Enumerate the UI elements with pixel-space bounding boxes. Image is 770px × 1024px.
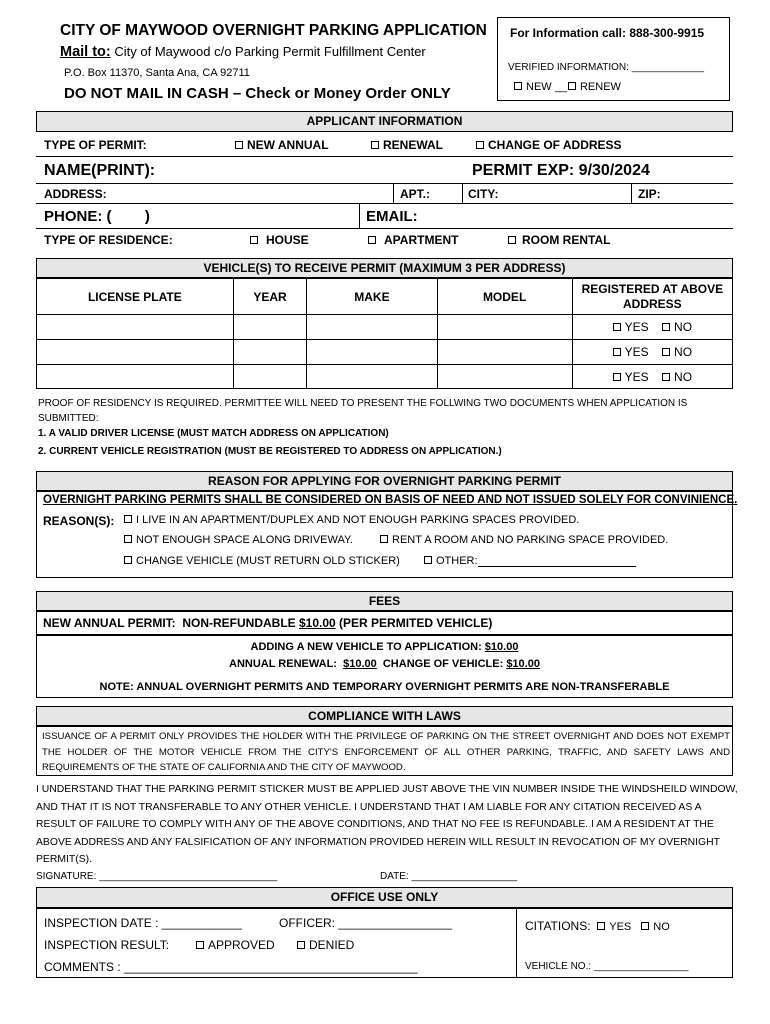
email-label: EMAIL: [366,208,418,225]
office-heading-bar [36,887,733,908]
apt-label: APT.: [400,187,430,201]
reason-option-5[interactable]: OTHER: [424,555,636,567]
proof-item-2: 2. CURRENT VEHICLE REGISTRATION (MUST BE REGISTERED TO ADDRESS ON APPLICATION.) [38,446,502,457]
mail-to-text: City of Maywood c/o Parking Permit Fulfillment Center [114,44,426,59]
approved-option[interactable]: APPROVED [196,938,275,952]
zip-label: ZIP: [638,187,661,201]
citations: CITATIONS: YES NO [525,919,670,933]
office-heading: OFFICE USE ONLY [330,890,439,904]
new-annual-option[interactable]: NEW ANNUAL [235,138,329,152]
license-plate-cell[interactable] [37,340,234,365]
proof-intro: PROOF OF RESIDENCY IS REQUIRED. PERMITTEE WILL NEED TO PRESENT THE FOLLWING TWO DOCUMENTS WHEN APPLICATION IS SUBMITTED: [38,398,688,424]
reason-2-checkbox[interactable] [124,535,132,543]
no-checkbox[interactable] [662,323,670,331]
no-checkbox[interactable] [662,348,670,356]
fees-renewal-change: ANNUAL RENEWAL: $10.00 CHANGE OF VEHICLE: $10.00 [229,658,540,670]
year-cell[interactable] [233,340,307,365]
vehicles-heading: VEHICLE(S) TO RECEIVE PERMIT (MAXIMUM 3 PER ADDRESS) [203,261,566,275]
reason-4-checkbox[interactable] [124,556,132,564]
reason-option-2[interactable]: NOT ENOUGH SPACE ALONG DRIVEWAY. [124,534,353,546]
renewal-checkbox[interactable] [371,141,379,149]
name-label: NAME(PRINT): [44,162,156,179]
proof-item-1: 1. A VALID DRIVER LICENSE (MUST MATCH ADDRESS ON APPLICATION) [38,428,389,439]
room-rental-checkbox[interactable] [508,236,516,244]
yes-checkbox[interactable] [613,373,621,381]
col-make: MAKE [307,279,437,315]
reason-5-checkbox[interactable] [424,556,432,564]
divider [36,156,733,157]
comments-field[interactable]: COMMENTS : ____________________________________________ [44,960,418,974]
fees-annual: NEW ANNUAL PERMIT: NON-REFUNDABLE $10.00 (PER PERMITED VEHICLE) [43,616,493,630]
license-plate-cell[interactable] [37,315,234,340]
change-address-checkbox[interactable] [476,141,484,149]
mail-to [60,44,426,60]
approved-checkbox[interactable] [196,941,204,949]
divider [516,909,517,977]
signature-field[interactable]: SIGNATURE: ________________________________ [36,871,278,882]
renewal-option[interactable]: RENEWAL [371,138,443,152]
new-label: NEW __ [526,81,567,93]
fees-note: NOTE: ANNUAL OVERNIGHT PERMITS AND TEMPORARY OVERNIGHT PERMITS ARE NON-TRANSFERABLE [99,681,670,693]
year-cell[interactable] [233,315,307,340]
registered-cell: YES NO [572,340,732,365]
divider [36,203,733,204]
renew-checkbox[interactable] [568,82,576,90]
citations-no-checkbox[interactable] [641,922,649,930]
reason-box [36,491,738,578]
table-row [37,340,733,365]
permit-exp: PERMIT EXP: 9/30/2024 [472,162,650,179]
citations-yes-checkbox[interactable] [597,922,605,930]
divider [393,183,394,203]
col-model: MODEL [437,279,572,315]
mail-to-label: Mail to: [60,44,111,60]
new-annual-checkbox[interactable] [235,141,243,149]
form-title: CITY OF MAYWOOD OVERNIGHT PARKING APPLICATION [60,22,487,39]
reason-basis: OVERNIGHT PARKING PERMITS SHALL BE CONSIDERED ON BASIS OF NEED AND NOT ISSUED SOLELY FOR CONVINIENCE. [43,494,738,506]
col-year: YEAR [233,279,307,315]
renew-label: RENEW [579,81,621,93]
no-cash-notice: DO NOT MAIL IN CASH – Check or Money Order ONLY [64,85,451,102]
house-checkbox[interactable] [250,236,258,244]
verified-options [514,81,621,93]
compliance-heading: COMPLIANCE WITH LAWS [308,709,461,723]
make-cell[interactable] [307,315,437,340]
residence-label: TYPE OF RESIDENCE: [44,233,173,247]
col-license-plate: LICENSE PLATE [37,279,234,315]
yes-checkbox[interactable] [613,323,621,331]
phone-label: PHONE: ( ) [44,208,150,225]
other-input[interactable] [478,566,636,567]
officer-field[interactable]: OFFICER: _________________ [279,916,452,930]
verified-info: VERIFIED INFORMATION: _____________ [508,62,705,73]
model-cell[interactable] [437,315,572,340]
divider [462,183,463,203]
city-label: CITY: [468,187,499,201]
model-cell[interactable] [437,365,572,389]
date-field[interactable]: DATE: ___________________ [380,871,518,882]
col-registered: REGISTERED AT ABOVE ADDRESS [572,279,732,315]
agreement-text: I UNDERSTAND THAT THE PARKING PERMIT STICKER MUST BE APPLIED JUST ABOVE THE VIN NUMBER INSIDE THE WINDSHEILD WINDOW, AND THAT IT IS NOT TRANSFERABLE TO ANY OTHER VEHICLE. I UNDERSTAND THAT I AM LIABLE FOR ANY CITATION RECEIVED AS A RESULT OF FAILURE TO COMPLY WITH ANY OF THE ABOVE CONDITIONS, AND THAT NO FEE IS REFUNDABLE. I AM A RESIDENT AT THE ABOVE ADDRESS AND ANY FALSIFICATION OF ANY INFORMATION PROVIDED HEREIN WILL RESULT IN REVOCATION OF MY OVERNIGHT PERMIT(S). [36,784,738,865]
reason-heading: REASON FOR APPLYING FOR OVERNIGHT PARKING PERMIT [208,474,561,488]
reason-option-1[interactable]: I LIVE IN AN APARTMENT/DUPLEX AND NOT ENOUGH PARKING SPACES PROVIDED. [124,514,579,526]
model-cell[interactable] [437,340,572,365]
denied-option[interactable]: DENIED [297,938,354,952]
compliance-text: ISSUANCE OF A PERMIT ONLY PROVIDES THE HOLDER WITH THE PRIVILEGE OF PARKING ON THE STREET OVERNIGHT AND DOES NOT EXEMPT THE HOLDER OF THE MOTOR VEHICLE FROM THE CITY'S ENFORCEMENT OF ALL OTHER PARKING, TRAFFIC, AND SAFETY LAWS AND REQUIREMENTS OF THE STATE OF CALIFORNIA AND THE CITY OF MAYWOOD. [42,731,730,773]
divider [359,203,360,228]
make-cell[interactable] [307,340,437,365]
vehicles-table [36,278,733,389]
license-plate-cell[interactable] [37,365,234,389]
reason-option-4[interactable]: CHANGE VEHICLE (MUST RETURN OLD STICKER) [124,555,400,567]
divider [631,183,632,203]
info-call: For Information call: 888-300-9915 [510,26,705,40]
info-box [497,17,730,101]
fees-heading: FEES [368,594,401,608]
year-cell[interactable] [233,365,307,389]
no-checkbox[interactable] [662,373,670,381]
fees-details [36,635,733,698]
apartment-checkbox[interactable] [368,236,376,244]
vehicles-heading-bar [36,258,733,278]
reason-label: REASON(S): [43,514,115,528]
table-row [37,315,733,340]
make-cell[interactable] [307,365,437,389]
yes-checkbox[interactable] [613,348,621,356]
divider [36,228,733,229]
table-row [37,365,733,389]
reason-3-checkbox[interactable] [380,535,388,543]
divider [36,183,733,184]
registered-cell: YES NO [572,365,732,389]
denied-checkbox[interactable] [297,941,305,949]
applicant-heading-bar [36,111,733,132]
compliance-heading-bar [36,706,733,726]
office-box [36,908,733,978]
applicant-heading: APPLICANT INFORMATION [306,114,463,128]
citations-label: CITATIONS: [525,919,591,933]
po-box: P.O. Box 11370, Santa Ana, CA 92711 [64,67,250,79]
room-rental-option[interactable]: ROOM RENTAL [508,233,610,247]
inspection-date-field[interactable]: INSPECTION DATE : ____________ [44,916,242,930]
type-of-permit-label: TYPE OF PERMIT: [44,138,147,152]
house-option[interactable]: HOUSE [250,233,309,247]
registered-cell: YES NO [572,315,732,340]
fees-add-vehicle: ADDING A NEW VEHICLE TO APPLICATION: $10.00 [250,641,519,653]
address-label: ADDRESS: [44,187,107,201]
change-address-option[interactable]: CHANGE OF ADDRESS [476,138,622,152]
vehicles-header-row [37,279,733,315]
apartment-option[interactable]: APARTMENT [368,233,458,247]
fees-heading-bar [36,591,733,611]
reason-1-checkbox[interactable] [124,515,132,523]
reason-option-3[interactable]: RENT A ROOM AND NO PARKING SPACE PROVIDED. [380,534,668,546]
compliance-box [36,726,733,776]
new-checkbox[interactable] [514,82,522,90]
fees-annual-row [36,611,733,635]
vehicle-no-field[interactable]: VEHICLE NO.: _________________ [525,961,689,972]
reason-heading-bar [36,471,733,491]
inspection-result-label: INSPECTION RESULT: [44,938,170,952]
